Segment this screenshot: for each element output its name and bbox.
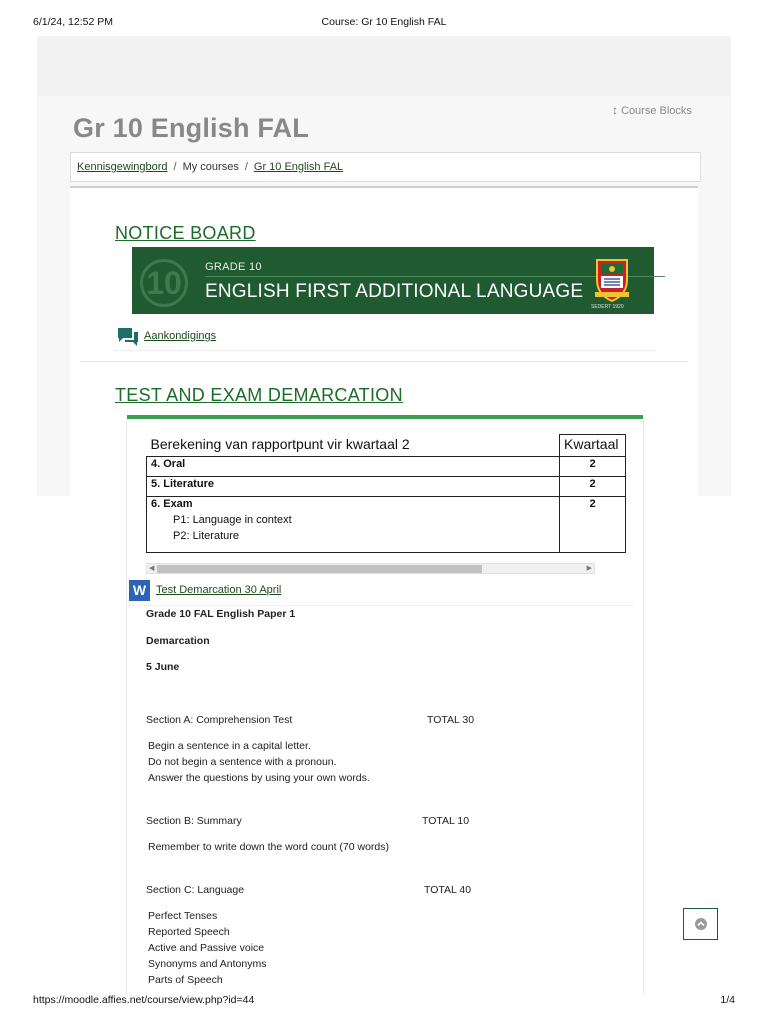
- table-cell-label: [147, 497, 560, 553]
- report-calculation-table: [146, 434, 619, 554]
- page-title: Gr 10 English FAL: [73, 113, 309, 143]
- notice-board-heading[interactable]: NOTICE BOARD: [115, 223, 256, 243]
- banner-est: SEDERT 1920: [591, 304, 624, 310]
- section-c-line: Synonyms and Antonyms: [148, 958, 267, 970]
- section-c-name: Section C: Language: [146, 884, 245, 896]
- table-row: [147, 457, 626, 477]
- print-page-number: 1/4: [720, 994, 735, 1006]
- chat-bubbles-icon: [117, 327, 139, 347]
- doc-date: 5 June: [146, 661, 180, 673]
- table-title: Berekening van rapportpunt vir kwartaal 2: [147, 435, 560, 457]
- table-cell-label-text: 6. Exam: [151, 498, 193, 510]
- section-b-total: TOTAL 10: [422, 815, 470, 827]
- course-blocks-label: Course Blocks: [621, 105, 692, 117]
- section-c-line: Reported Speech: [148, 926, 230, 938]
- breadcrumb-home-link[interactable]: Kennisgewingbord: [77, 161, 168, 173]
- vertical-resize-icon: ↕: [612, 103, 618, 117]
- breadcrumb-separator: /: [244, 161, 248, 173]
- banner-grade-number: 10: [140, 259, 188, 307]
- course-banner: [132, 247, 654, 314]
- table-sub-item: P2: Literature: [173, 530, 240, 542]
- table-sub-item: P1: Language in context: [173, 514, 292, 526]
- doc-subtitle: Demarcation: [146, 635, 210, 647]
- table-cell-value: 2: [560, 477, 626, 497]
- course-blocks-toggle[interactable]: [612, 103, 692, 117]
- chevron-up-icon: [694, 917, 708, 931]
- table-row: [147, 477, 626, 497]
- section-c-total: TOTAL 40: [424, 884, 472, 896]
- section-a-line: Begin a sentence in a capital letter.: [148, 740, 311, 752]
- print-footer: [33, 994, 735, 1008]
- breadcrumb-separator: /: [173, 161, 177, 173]
- table-row: [147, 497, 626, 553]
- table-cell-value: 2: [560, 457, 626, 477]
- breadcrumb: [70, 152, 701, 182]
- print-title: Course: Gr 10 English FAL: [321, 16, 447, 28]
- doc-title: Grade 10 FAL English Paper 1: [146, 608, 296, 620]
- scrollbar-thumb[interactable]: [157, 565, 482, 573]
- activity-divider: [115, 350, 655, 351]
- print-datetime: 6/1/24, 12:52 PM: [33, 16, 113, 28]
- section-a-line: Do not begin a sentence with a pronoun.: [148, 756, 337, 768]
- file-divider: [129, 605, 633, 606]
- print-header: [33, 16, 735, 30]
- table-cell-value: 2: [560, 497, 626, 553]
- scroll-left-arrow-icon[interactable]: ◀: [149, 565, 155, 572]
- announcements-link[interactable]: Aankondigings: [144, 330, 217, 342]
- section-divider: [80, 361, 688, 362]
- print-url: https://moodle.affies.net/course/view.php?id=44: [33, 994, 255, 1006]
- section-c-line: Parts of Speech: [148, 974, 223, 986]
- school-crest-icon: [595, 256, 629, 302]
- banner-grade-label: GRADE 10: [205, 261, 262, 273]
- section-a-name: Section A: Comprehension Test: [146, 714, 293, 726]
- table-column-header: Kwartaal: [560, 435, 626, 457]
- breadcrumb-my-courses: My courses: [182, 161, 239, 173]
- test-exam-heading[interactable]: TEST AND EXAM DEMARCATION: [115, 385, 403, 405]
- page-header-band: [37, 36, 731, 96]
- breadcrumb-current-link[interactable]: Gr 10 English FAL: [253, 161, 344, 173]
- section-a-line: Answer the questions by using your own words.: [148, 772, 370, 784]
- table-cell-label: 5. Literature: [147, 477, 560, 497]
- section-b-name: Section B: Summary: [146, 815, 242, 827]
- back-to-top-button[interactable]: [683, 908, 718, 940]
- table-cell-label: 4. Oral: [147, 457, 560, 477]
- word-doc-icon: W: [129, 580, 150, 601]
- section-c-line: Perfect Tenses: [148, 910, 218, 922]
- scroll-right-arrow-icon[interactable]: ▶: [586, 565, 592, 572]
- section-a-total: TOTAL 30: [427, 714, 475, 726]
- section-c-line: Active and Passive voice: [148, 942, 265, 954]
- horizontal-scrollbar[interactable]: [146, 563, 595, 574]
- section-b-line: Remember to write down the word count (70 words): [148, 841, 390, 853]
- banner-subject: ENGLISH FIRST ADDITIONAL LANGUAGE: [205, 281, 584, 302]
- demarcation-file-link[interactable]: Test Demarcation 30 April: [156, 584, 282, 596]
